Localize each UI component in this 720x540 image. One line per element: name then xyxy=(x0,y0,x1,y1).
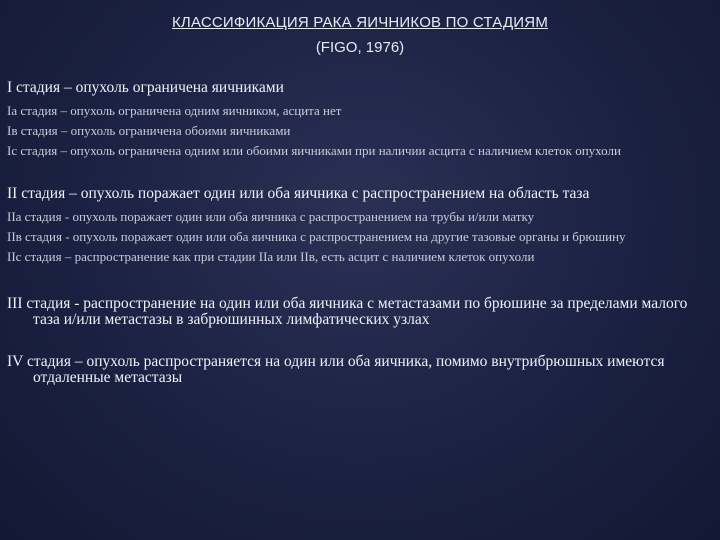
stage-1b: Iв стадия – опухоль ограничена обоими яичниками xyxy=(7,123,291,138)
spacer xyxy=(7,270,707,296)
stage-3-heading: III стадия - распространение на один или оба яичника с метастазами по брюшине за пределами малого таза и/или метастазы в забрюшинных лимфатических узлах xyxy=(7,295,688,328)
page-title: КЛАССИФИКАЦИЯ РАКА ЯИЧНИКОВ ПО СТАДИЯМ xyxy=(171,14,549,31)
stage-2-heading: II стадия – опухоль поражает один или оба яичника с распространением на область таза xyxy=(7,185,590,202)
stage-1c: Iс стадия – опухоль ограничена одним или обоими яичниками при наличии асцита с наличием клеток опухоли xyxy=(7,143,621,158)
classification-list xyxy=(7,80,707,386)
stage-2c: IIс стадия – распространение как при стадии IIа или IIв, есть асцит с наличием клеток опухоли xyxy=(7,249,535,264)
stage-2a: IIа стадия - опухоль поражает один или оба яичника с распространением на трубы и/или матку xyxy=(7,209,535,224)
spacer xyxy=(7,164,707,186)
stage-4-heading: IV стадия – опухоль распространяется на один или оба яичника, помимо внутрибрюшных имеются отдаленные метастазы xyxy=(7,353,665,386)
stage-1a: Iа стадия – опухоль ограничена одним яичником, асцита нет xyxy=(7,103,342,118)
stage-1-heading: I стадия – опухоль ограничена яичниками xyxy=(7,79,284,96)
title-block xyxy=(0,14,720,58)
spacer xyxy=(7,328,707,354)
stage-2b: IIв стадия - опухоль поражает один или оба яичника с распространением на другие тазовые органы и брюшину xyxy=(7,229,626,244)
page-subtitle: (FIGO, 1976) xyxy=(315,39,405,56)
